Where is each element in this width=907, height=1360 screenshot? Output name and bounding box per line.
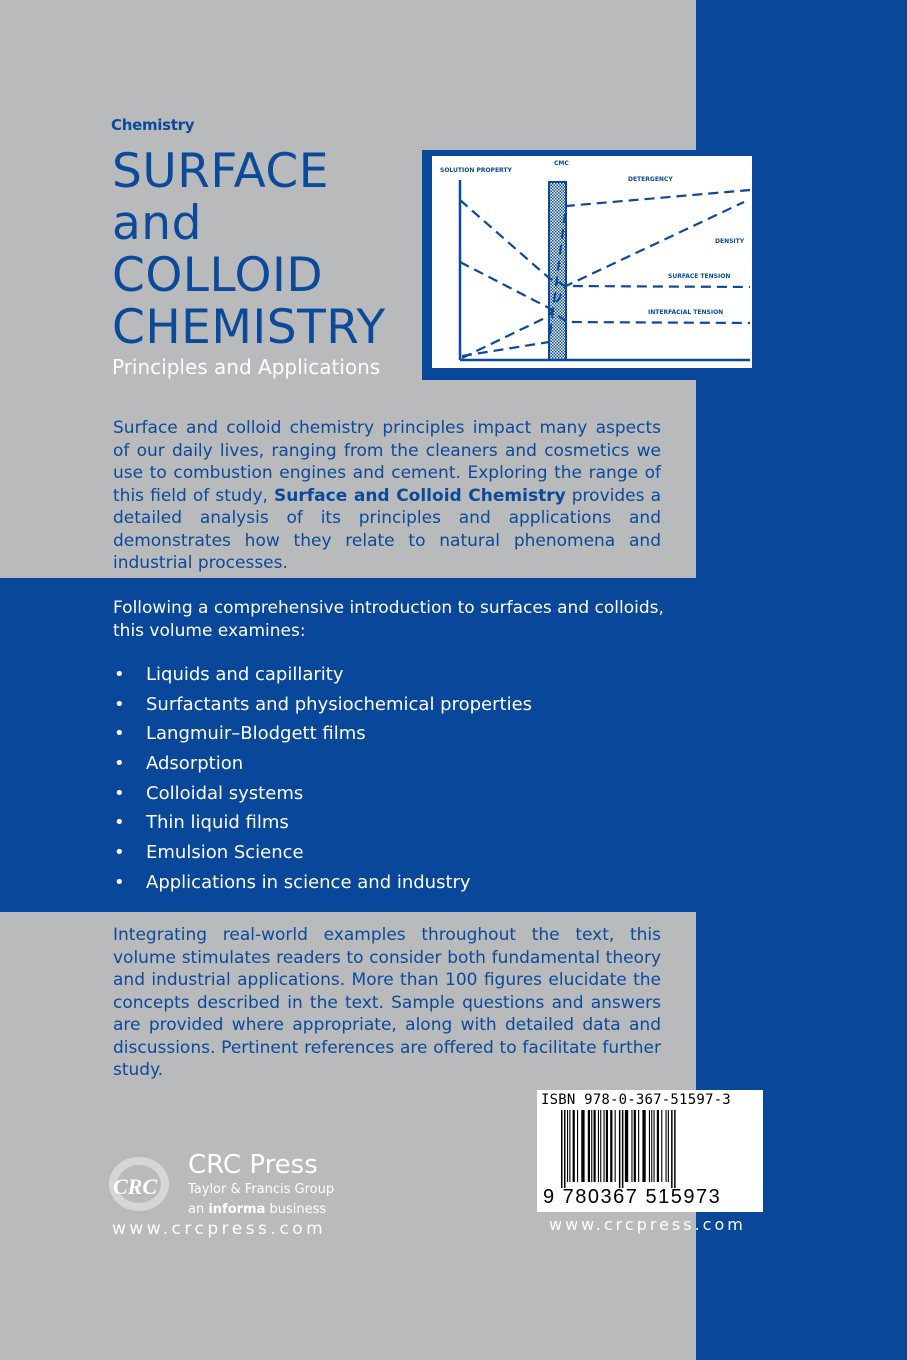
publisher-business: an informa business	[188, 1202, 327, 1217]
isbn-text: ISBN 978-0-367-51597-3	[541, 1092, 731, 1108]
publisher-url-left: www.crcpress.com	[112, 1219, 327, 1239]
barcode-bar	[615, 1110, 616, 1182]
barcode-bar	[564, 1110, 566, 1188]
book-subtitle: Principles and Applications	[112, 355, 381, 379]
barcode-bar	[631, 1110, 632, 1182]
closing-paragraph: Integrating real-world examples throughout the text, this volume stimulates readers to consider both fundamental theory and industrial applications. More than 100 figures elucidate the concepts described in the text. Sample questions and answers are provided where appropriate, along with detailed data and discussions. Pertinent references are offered to facilitate further study.	[113, 925, 661, 1080]
book-title	[112, 146, 432, 354]
description-paragraph: Surface and colloid chemistry principles impact many aspects of our daily lives, ranging from the cleaners and cosmetics we use to combustion engines and cement. Exploring the range of this field of study, Surface and Colloid Chemistry provides a detailed analysis of its principles and applications and demonstrates how they relate to natural phenomena and industrial processes.	[113, 418, 661, 573]
barcode-bar	[610, 1110, 612, 1182]
barcode-bar	[649, 1110, 650, 1182]
barcode-number: 9 780367 515973	[543, 1186, 722, 1208]
barcode-bar	[619, 1110, 621, 1188]
barcode-bar	[606, 1110, 608, 1182]
list-item: • Adsorption	[113, 751, 532, 781]
title-line: SURFACE	[112, 144, 329, 199]
barcode-bar	[668, 1110, 669, 1182]
logo-text: CRC	[113, 1174, 158, 1199]
barcode-bar	[666, 1110, 667, 1182]
list-item: • Surfactants and physiochemical properties	[113, 692, 532, 722]
publisher-name: CRC Press	[188, 1150, 318, 1180]
barcode-bar	[661, 1110, 662, 1182]
barcode-bar	[671, 1110, 673, 1188]
barcode-bar	[594, 1110, 596, 1182]
cmc-region	[549, 182, 566, 360]
isbn-barcode	[537, 1090, 763, 1212]
barcode-bar	[588, 1110, 590, 1182]
list-item: • Thin liquid films	[113, 810, 532, 840]
book-title-emphasis: Surface and Colloid Chemistry	[274, 485, 566, 506]
barcode-bar	[634, 1110, 636, 1182]
list-item: • Liquids and capillarity	[113, 662, 532, 692]
publisher-group: Taylor & Francis Group	[188, 1182, 335, 1197]
barcode-bar	[651, 1110, 652, 1182]
barcode-bar	[598, 1110, 599, 1182]
y-axis-label: SOLUTION PROPERTY	[440, 167, 512, 174]
barcode-bar	[581, 1110, 584, 1182]
barcode-bar	[625, 1110, 628, 1182]
title-line: COLLOID	[112, 248, 324, 303]
barcode-bar	[604, 1110, 605, 1182]
barcode-bar	[567, 1110, 568, 1182]
curve-label-surface-tension: SURFACE TENSION	[668, 273, 731, 280]
topics-list	[113, 662, 532, 900]
title-line: CHEMISTRY	[112, 300, 386, 355]
barcode-bar	[657, 1110, 659, 1182]
curve-label-interfacial-tension: INTERFACIAL TENSION	[648, 309, 724, 316]
barcode-bar	[642, 1110, 645, 1182]
crc-logo-icon	[105, 1152, 181, 1212]
barcode-bar	[577, 1110, 578, 1182]
barcode-bar	[573, 1110, 575, 1182]
barcode-bar	[674, 1110, 676, 1188]
cmc-label: CMC	[554, 160, 569, 167]
category-label: Chemistry	[111, 116, 195, 134]
curve-label-detergency: DETERGENCY	[628, 176, 673, 183]
curve-label-density: DENSITY	[715, 238, 745, 245]
barcode-bar	[638, 1110, 639, 1182]
publisher-info	[188, 1150, 334, 1220]
barcode-bar	[600, 1110, 601, 1182]
list-item: • Emulsion Science	[113, 840, 532, 870]
topics-intro: Following a comprehensive introduction to surfaces and colloids, this volume examines:	[113, 598, 664, 641]
barcode-bar	[569, 1110, 570, 1182]
list-item: • Langmuir–Blodgett films	[113, 721, 532, 751]
cover-diagram	[422, 150, 762, 380]
list-item: • Colloidal systems	[113, 781, 532, 811]
density-curve	[462, 202, 744, 358]
list-item: • Applications in science and industry	[113, 870, 532, 900]
title-line: and	[112, 196, 202, 251]
solution-property-diagram	[432, 156, 752, 368]
barcode-bar	[654, 1110, 655, 1182]
barcode-bar	[561, 1110, 563, 1188]
publisher-url-right: www.crcpress.com	[549, 1215, 746, 1234]
barcode-bar	[591, 1110, 592, 1182]
barcode-bars	[561, 1110, 741, 1188]
barcode-bar	[622, 1110, 624, 1188]
